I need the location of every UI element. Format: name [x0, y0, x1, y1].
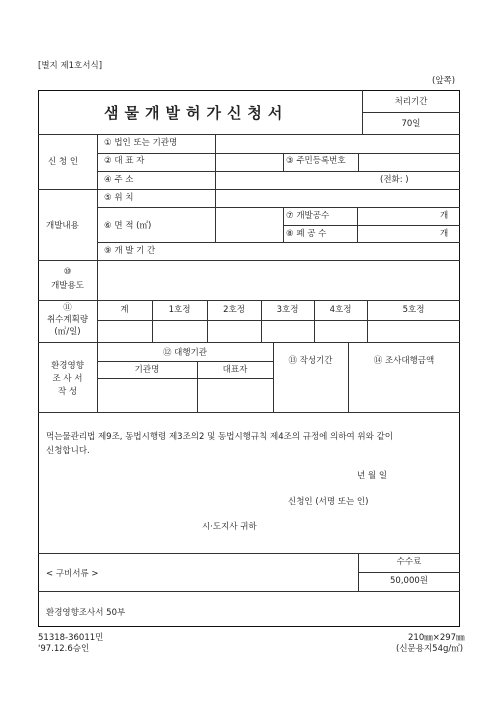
intake-unit: (㎥/일): [54, 327, 81, 337]
intake-col-2: 2호정: [223, 305, 245, 315]
resident-no-label: ③ 주민등록번호: [286, 156, 346, 166]
agency-rep-label: 대표자: [222, 365, 248, 375]
intake-col-1: 1호정: [168, 305, 191, 315]
eia-label-1: 환경영향: [51, 361, 84, 371]
closed-wells-label: ⑧ 폐 공 수: [286, 229, 327, 239]
wells-unit: 개: [440, 211, 449, 221]
form-code: 51318-36011민: [38, 633, 104, 643]
purpose-num: ⑩: [63, 267, 72, 277]
intake-col-3: 3호정: [276, 305, 299, 315]
eia-label-2: 조 사 서: [52, 374, 83, 384]
eia-period-label: ⑬ 작성기간: [288, 356, 333, 366]
agency-name-label: 기관명: [134, 365, 160, 375]
area-label: ⑥ 면 적 (㎡): [104, 221, 152, 231]
front-label: (앞쪽): [432, 76, 456, 86]
paper-type: (신문용지54g/㎡): [396, 644, 464, 654]
closed-wells-unit: 개: [440, 229, 449, 239]
representative-label: ② 대 표 자: [104, 156, 145, 166]
statement-date: 년 월 일: [357, 471, 388, 481]
phone-label: (전화: ): [380, 175, 409, 185]
processing-period-label: 처리기간: [394, 97, 428, 107]
eia-amount-label: ⑭ 조사대행금액: [373, 356, 435, 366]
processing-period-value: 70일: [401, 119, 421, 129]
address-label: ④ 주 소: [104, 175, 134, 185]
required-docs-item: 환경영향조사서 50부: [46, 608, 126, 618]
intake-label: 취수계획량: [46, 315, 89, 325]
location-label: ⑤ 위 치: [104, 193, 134, 203]
annex-label: [별지 제1호서식]: [38, 61, 103, 71]
corp-name-label: ① 법인 또는 기관명: [104, 138, 178, 148]
purpose-label: 개발용도: [51, 281, 84, 291]
applicant-section-label: 신 청 인: [48, 157, 79, 167]
development-section-label: 개발내용: [46, 221, 79, 231]
approval-date: '97.12.6승인: [38, 644, 90, 654]
statement-line2: 신청합니다.: [46, 446, 90, 456]
eia-label-3: 작 성: [57, 387, 78, 397]
intake-col-total: 계: [120, 305, 129, 315]
dev-period-label: ⑨ 개 발 기 간: [104, 246, 156, 256]
form-title: 샘물개발허가신청서: [104, 104, 289, 122]
intake-col-5: 5호정: [402, 305, 425, 315]
intake-num: ⑪: [63, 303, 72, 313]
addressee: 시·도지사 귀하: [202, 522, 257, 532]
intake-col-4: 4호정: [329, 305, 352, 315]
paper-size: 210㎜×297㎜: [408, 633, 465, 643]
required-docs-label: < 구비서류 >: [46, 569, 99, 579]
fee-label: 수수료: [396, 557, 422, 567]
wells-label: ⑦ 개발공수: [286, 211, 330, 221]
agency-label: ⑫ 대행기관: [162, 348, 208, 358]
applicant-signature: 신청인 (서명 또는 인): [288, 497, 369, 507]
statement-line1: 먹는물관리법 제9조, 동법시행령 제3조의2 및 동법시행규칙 제4조의 규정에 의하여 위와 같이: [46, 432, 393, 442]
fee-value: 50,000원: [390, 576, 428, 586]
